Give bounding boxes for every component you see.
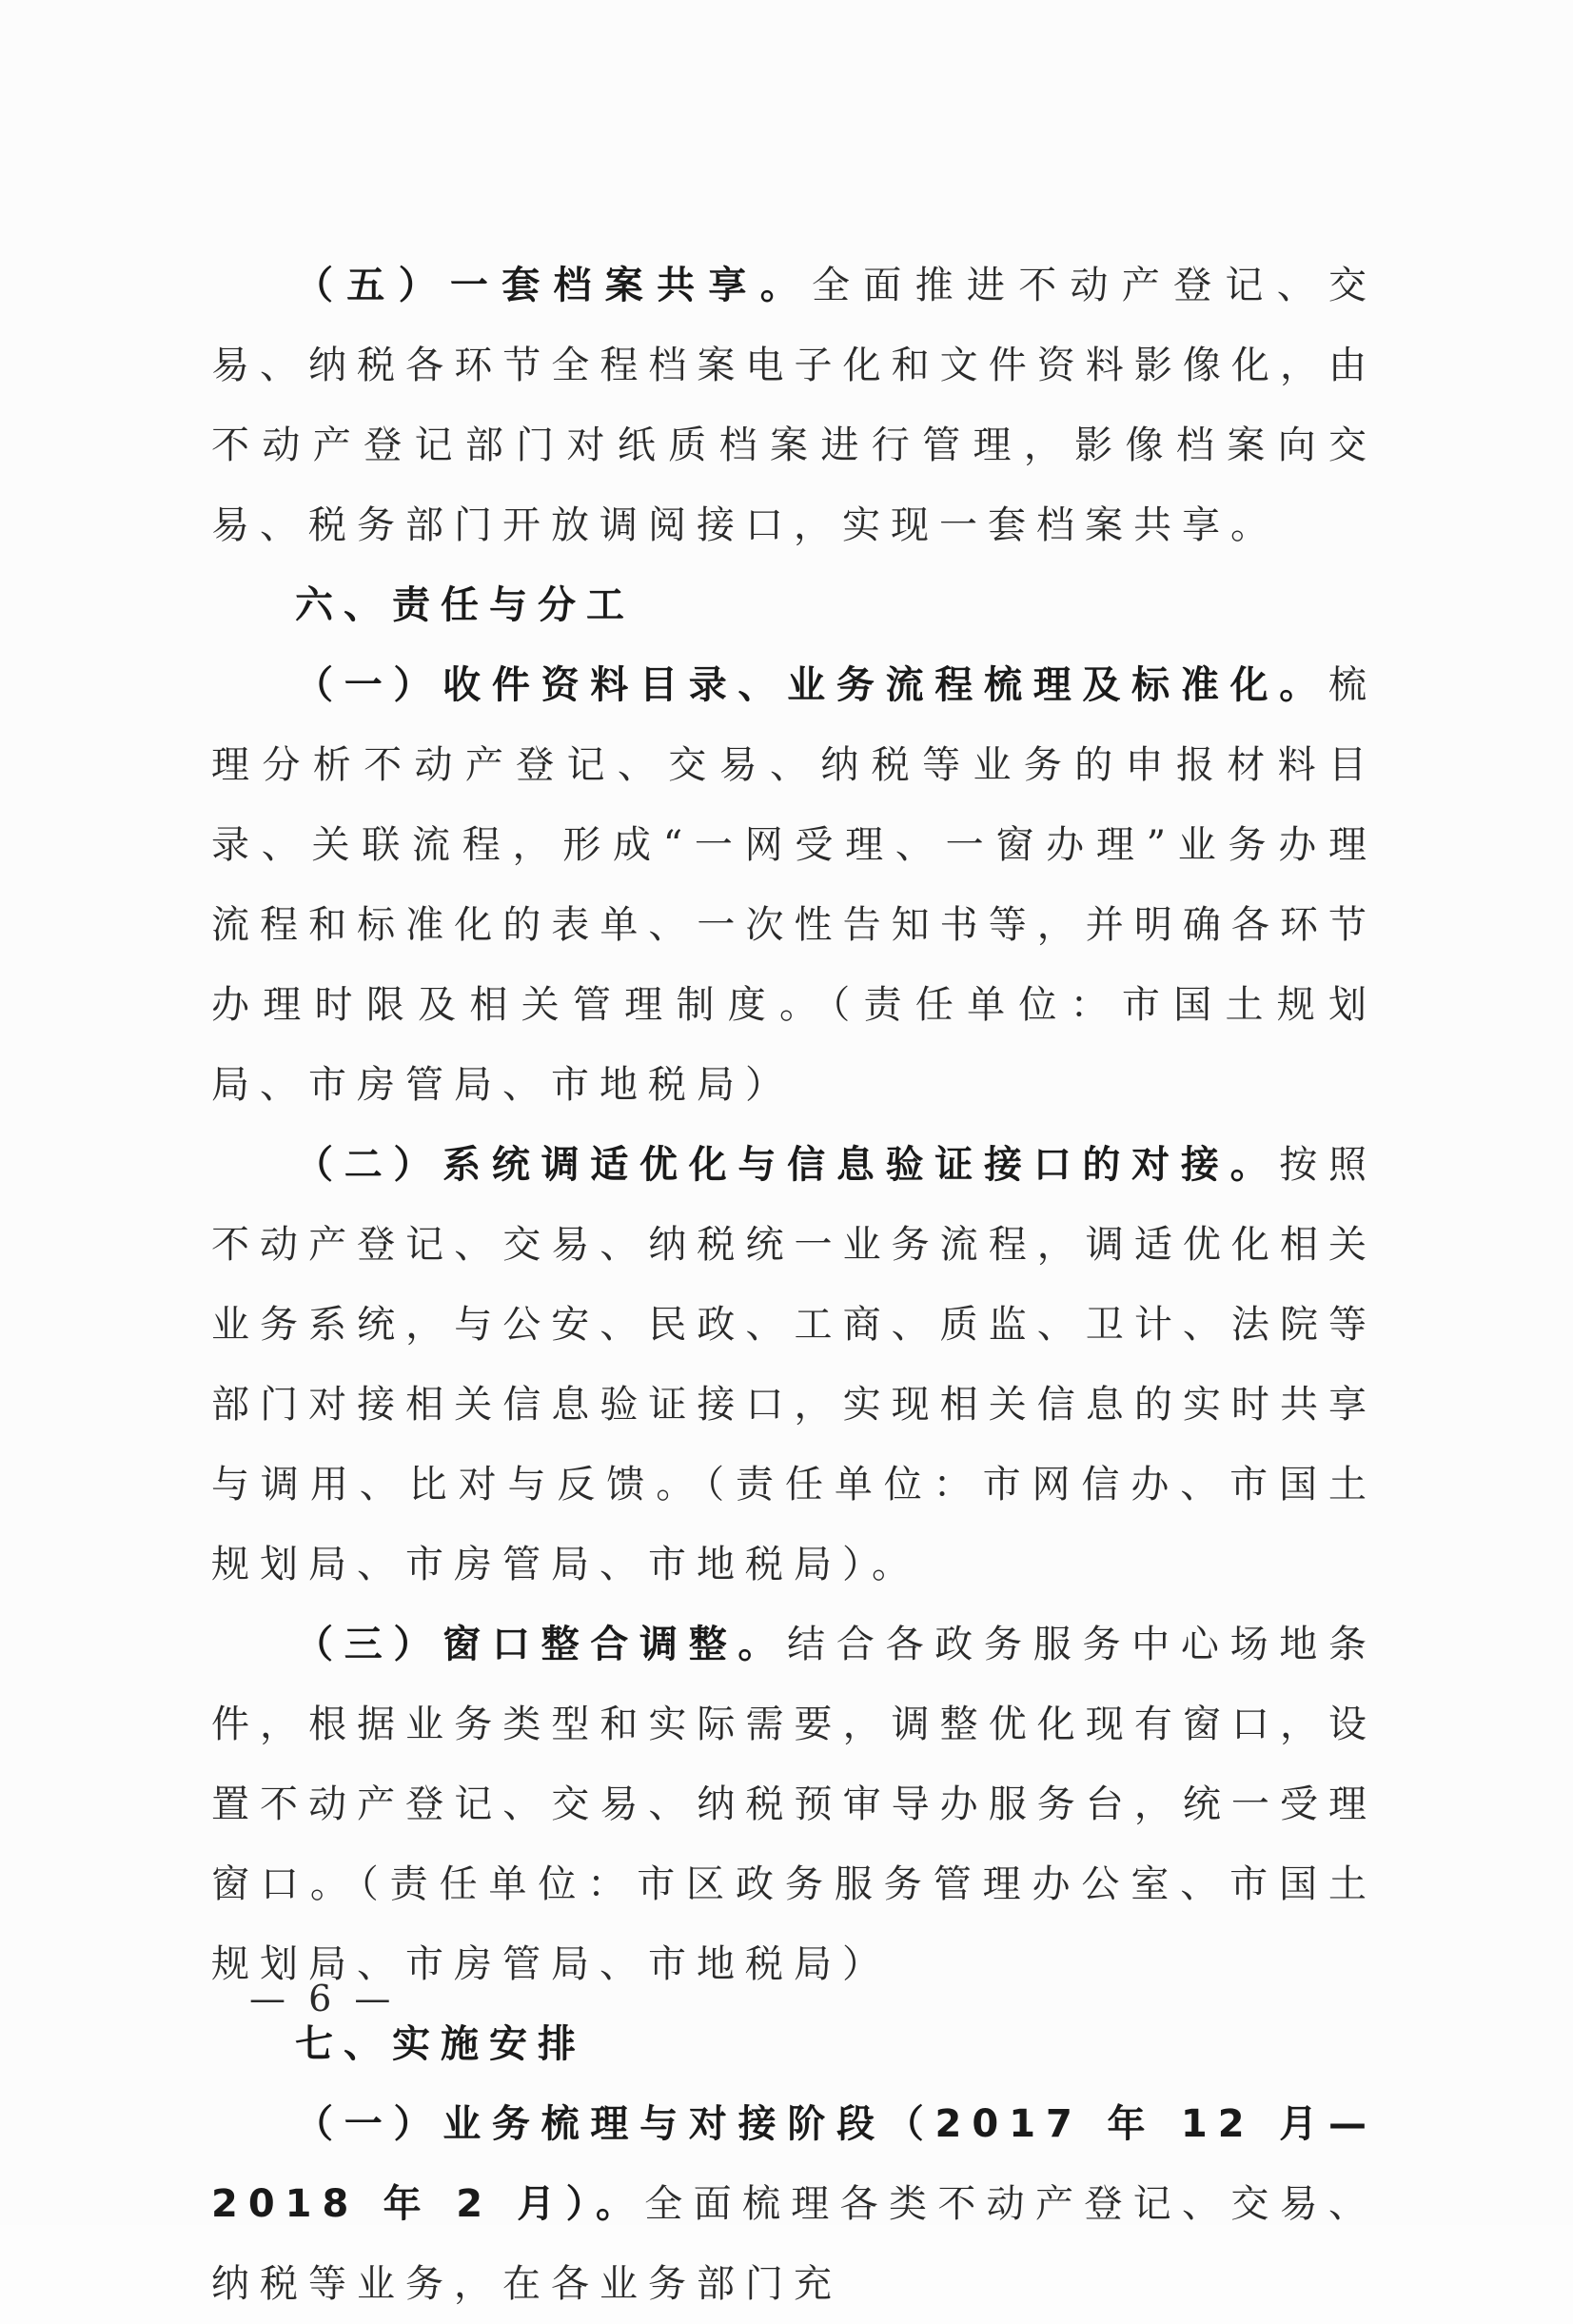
paragraph-window-integration [211, 1605, 1377, 2004]
paragraph-catalog-standardization [211, 645, 1377, 1125]
section-heading-implementation: 七、实施安排 [295, 2022, 586, 2066]
paragraph-body: 全面梳理各类不动产登记、交易、纳税等业务，在各业务部门充 [211, 2182, 1378, 2306]
paragraph-body: 全面推进不动产登记、交易、纳税各环节全程档案电子化和文件资料影像化，由不动产登记部门对纸质档案进行管理，影像档案向交易、税务部门开放调阅接口，实现一套档案共享。 [211, 264, 1377, 547]
paragraph-lead: （三）窗口整合调整。 [295, 1623, 788, 1666]
paragraph-archive-sharing [211, 246, 1377, 565]
paragraph-lead: （二）系统调适优化与信息验证接口的对接。 [295, 1143, 1280, 1187]
paragraph-business-review-stage [211, 2084, 1377, 2324]
section-heading-responsibility: 六、责任与分工 [295, 583, 635, 627]
paragraph-lead: （五）一套档案共享。 [295, 264, 812, 307]
paragraph-system-interface [211, 1125, 1377, 1605]
paragraph-body: 结合各政务服务中心场地条件，根据业务类型和实际需要，调整优化现有窗口，设置不动产登记、交易、纳税预审导办服务台，统一受理窗口。（责任单位：市区政务服务管理办公室、市国土规划局、市房管局、市地税局） [211, 1623, 1378, 1986]
page-number: — 6 — [249, 1978, 397, 2019]
paragraph-lead: （一）收件资料目录、业务流程梳理及标准化。 [295, 663, 1328, 707]
paragraph-lead: （一）业务梳理与对接阶段（2017 年 12 月—2018 年 2 月）。 [211, 2102, 1377, 2226]
paragraph-body: 梳理分析不动产登记、交易、纳税等业务的申报材料目录、关联流程，形成“一网受理、一窗办理”业务办理流程和标准化的表单、一次性告知书等，并明确各环节办理时限及相关管理制度。（责任单位：市国土规划局、市房管局、市地税局） [211, 663, 1377, 1107]
paragraph-body: 按照不动产登记、交易、纳税统一业务流程，调适优化相关业务系统，与公安、民政、工商、质监、卫计、法院等部门对接相关信息验证接口，实现相关信息的实时共享与调用、比对与反馈。（责任单位：市网信办、市国土规划局、市房管局、市地税局）。 [211, 1143, 1378, 1586]
